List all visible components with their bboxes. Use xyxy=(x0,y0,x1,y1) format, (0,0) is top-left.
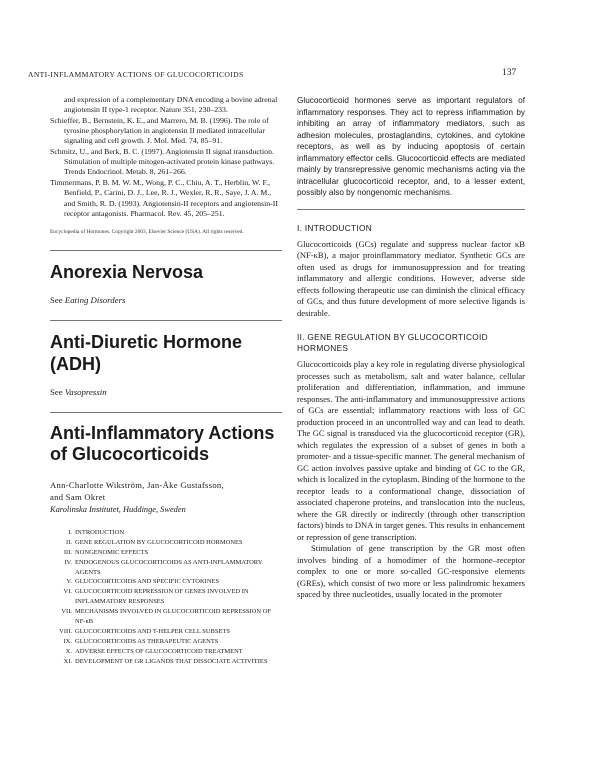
paragraph: Stimulation of gene transcription by the GR most often involves binding of a homodimer of the hormone–receptor complex to one or more so-called GC-responsive elements (GREs), which consist of two more or less palindromic hexamers spaced by three nucleotides, usually located in the promoter xyxy=(297,543,525,599)
toc-label: ADVERSE EFFECTS OF GLUCOCORTICOID TREATMENT xyxy=(75,647,243,655)
toc-label: INTRODUCTION xyxy=(75,528,125,536)
entry-title-adh: Anti-Diuretic Hormone (ADH) xyxy=(50,331,243,374)
reference-item: and expression of a complementary DNA encoding a bovine adrenal angiotensin II type-1 receptor. Nature 351, 230–233. xyxy=(64,95,278,115)
section-heading-gene-regulation: II. GENE REGULATION BY GLUCOCORTICOID HORMONES xyxy=(297,332,488,353)
divider xyxy=(297,209,525,210)
toc-item[interactable] xyxy=(50,538,282,548)
see-label: See xyxy=(50,386,63,397)
toc-label: NONGENOMIC EFFECTS xyxy=(75,548,149,556)
toc-label: GLUCOCORTICOID REPRESSION OF GENES INVOLVED IN INFLAMMATORY RESPONSES xyxy=(75,588,249,606)
author-list xyxy=(50,479,282,503)
see-label: See xyxy=(50,294,63,305)
toc-item[interactable] xyxy=(50,577,282,587)
toc-item[interactable] xyxy=(50,657,282,667)
toc-item[interactable] xyxy=(50,548,282,558)
toc-number: I. xyxy=(68,528,72,536)
divider xyxy=(50,320,282,321)
authors-line-1: Ann-Charlotte Wikström, Jan-Åke Gustafsson, xyxy=(50,479,224,490)
toc-item[interactable] xyxy=(50,587,282,607)
divider xyxy=(50,412,282,413)
paragraph: Glucocorticoids play a key role in regulating diverse physiological processes such as metabolism, salt and water balance, cellular proliferation and differentiation, inflammation, and immune responses. The anti-inflammatory and immunosuppressive actions of GCs are essential; inflammatory reactions with loss of GC production proceed in an uncontrolled way and can lead to death. The GC signal is transduced via the glucocorticoid receptor (GR), which regulates the expression of a subset of genes in both a promoter- and a tissue-specific manner. The general mechanism of GC action involves passive uptake and binding of GC to the GR, which is localized in the cytoplasm. Binding of the hormone to the receptor leads to a conformational change, dissociation of associated chaperone proteins, and translocation into the nucleus, where the GR directly or indirectly (through other transcription factors) binds to DNA in target genes. This results in enhancement or repression of gene transcription. xyxy=(297,359,525,542)
article-title xyxy=(50,423,282,465)
copyright-notice: Encyclopedia of Hormones. Copyright 2003, Elsevier Science (USA). All rights reserved. xyxy=(50,228,244,235)
toc-label: MECHANISMS INVOLVED IN GLUCOCORTICOID REPRESSION OF NF-κB xyxy=(75,608,272,626)
toc-number: X. xyxy=(65,647,72,655)
divider xyxy=(50,250,282,251)
toc-item[interactable] xyxy=(50,528,282,538)
abstract: Glucocorticoid hormones serve as important regulators of inflammatory responses. They act to repress inflammation by inhibiting an array of inflammatory mediators, such as adhesion molecules, prostaglandins, cytokines, and cytokine receptors, as well as by inducing apoptosis of certain inflammatory effector cells. Glucocorticoid effects are mediated mainly by transrepressive genomic mechanisms acting via the intracellular glucocorticoid receptor, and, to a lesser extent, possibly also by nongenomic mechanisms. xyxy=(297,96,525,197)
section-heading-introduction: I. INTRODUCTION xyxy=(297,222,373,233)
toc-number: V. xyxy=(66,578,72,586)
see-reference-anorexia xyxy=(50,295,282,305)
toc-number: IV. xyxy=(64,558,72,566)
toc-label: DEVELOPMENT OF GR LIGANDS THAT DISSOCIATE ACTIVITIES xyxy=(75,657,268,665)
toc-number: VIII. xyxy=(59,628,72,635)
toc-label: ENDOGENOUS GLUCOCORTICOIDS AS ANTI-INFLAMMATORY AGENTS xyxy=(75,558,263,576)
toc-number: III. xyxy=(63,548,72,556)
left-column xyxy=(50,95,282,667)
paragraph: Glucocorticoids (GCs) regulate and suppress nuclear factor κB (NF-κB), a major proinflammatory mediator. Synthetic GCs are often used as drugs for immunosuppression and for treating inflammatory and allergic conditions. However, adverse side effects following therapeutic use can diminish the clinical efficacy of GCs, and thus future development of more selective ligands is desirable. xyxy=(297,238,525,318)
toc-item[interactable] xyxy=(50,607,282,627)
toc-label: GLUCOCORTICOIDS AND SPECIFIC CYTOKINES xyxy=(75,578,220,586)
authors-line-2: and Sam Okret xyxy=(50,491,106,502)
toc-number: VII. xyxy=(61,608,72,616)
right-column xyxy=(297,95,525,601)
toc-number: II. xyxy=(66,538,72,546)
toc-label: GLUCOCORTICOIDS AND T-HELPER CELL SUBSETS xyxy=(75,628,231,635)
toc-number: VI. xyxy=(63,588,72,596)
toc-label: GENE REGULATION BY GLUCOCORTICOID HORMONES xyxy=(75,538,243,546)
toc-item[interactable] xyxy=(50,637,282,647)
toc-label: GLUCOCORTICOIDS AS THERAPEUTIC AGENTS xyxy=(75,637,219,645)
running-head: ANTI-INFLAMMATORY ACTIONS OF GLUCOCORTICOIDS xyxy=(28,70,244,79)
article-title-line-1: Anti-Inflammatory Actions xyxy=(50,422,275,443)
page-number: 137 xyxy=(502,68,517,78)
see-reference-adh xyxy=(50,387,282,397)
toc-number: XI. xyxy=(63,657,72,665)
article-title-line-2: of Glucocorticoids xyxy=(50,443,210,464)
reference-item: Schmitz, U., and Berk, B. C. (1997). Angiotensin II signal transduction. Stimulation of multiple mitogen-activated protein kinase pathways. Trends Endocrinol. Metab. 8, 261–266. xyxy=(50,147,275,177)
toc-item[interactable] xyxy=(50,647,282,657)
affiliation: Karolinska Institutet, Huddinge, Sweden xyxy=(50,504,186,514)
toc-item[interactable] xyxy=(50,558,282,578)
entry-title-anorexia: Anorexia Nervosa xyxy=(50,261,204,282)
toc-item[interactable] xyxy=(50,627,282,637)
table-of-contents xyxy=(50,528,282,667)
reference-item: Schieffer, B., Bernstein, K. E., and Marrero, M. B. (1996). The role of tyrosine phosphorylation in angiotensin II mediated intracellular signaling and cell growth. J. Mol. Med. 74, 85–91. xyxy=(50,115,269,146)
reference-item: Timmermans, P. B. M. W. M., Wong, P. C., Chiu, A. T., Herblin, W. F., Benfield, P., Carini, D. J., Lee, R. J., Wexler, R. R., Saye, J. A. M., and Smith, R. D. (1993). Angiotensin-II receptors and angiotensin-II receptor antagonists. Pharmacol. Rev. 45, 205–251. xyxy=(50,178,278,218)
see-link-eating-disorders[interactable]: Eating Disorders xyxy=(64,294,126,305)
see-link-vasopressin[interactable]: Vasopressin xyxy=(64,386,107,397)
reference-list xyxy=(50,95,282,219)
toc-number: IX. xyxy=(63,637,72,645)
